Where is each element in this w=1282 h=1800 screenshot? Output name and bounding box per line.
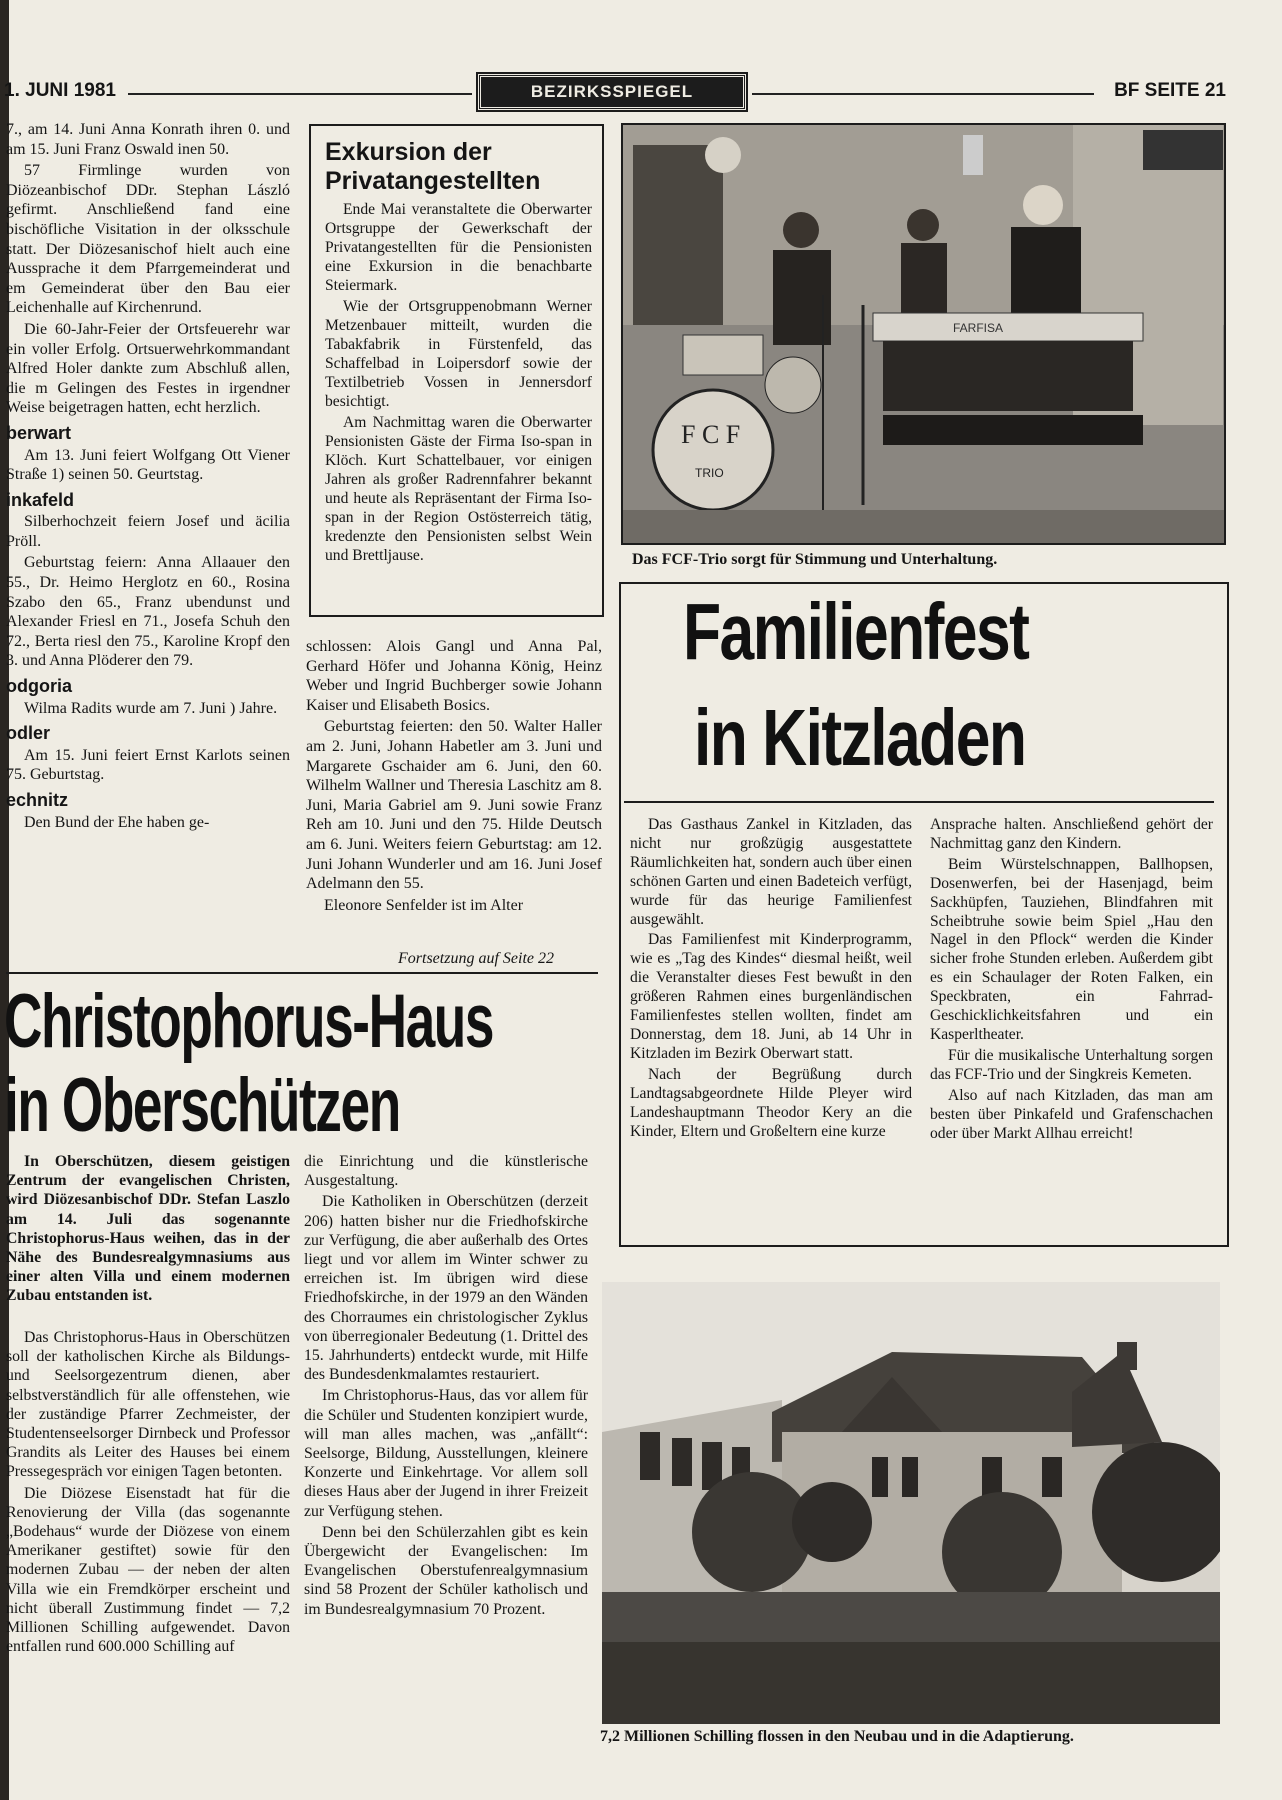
- place-heading: odgoria: [6, 676, 72, 697]
- page-number: BF SEITE 21: [1114, 80, 1226, 101]
- local-news-column: [6, 120, 290, 834]
- header-rule-right: [752, 93, 1094, 95]
- christophorus-col-1b: [6, 1328, 290, 1658]
- christophorus-headline-2: in Oberschützen: [4, 1063, 400, 1148]
- keyboard-brand-top: FARFISA: [953, 321, 1004, 335]
- building-photo-caption: 7,2 Millionen Schilling flossen in den Neubau und in die Adaptierung.: [600, 1728, 1074, 1745]
- paragraph: Denn bei den Schülerzahlen gibt es kein Übergewicht der Evangelischen: Im Evangelischen Oberstufenrealgymnasium sind 58 Prozent der Schüler katholisch und im Bundesrealgymnasium 70 Prozent.: [304, 1523, 588, 1618]
- building-photo: [602, 1282, 1220, 1724]
- excursion-text: [325, 200, 592, 565]
- issue-date: 1. JUNI 1981: [4, 80, 116, 101]
- paragraph: Am 13. Juni feiert Wolfgang Ott Viener Straße 1) seinen 50. Geurtstag.: [6, 446, 290, 484]
- place-heading: inkafeld: [6, 489, 75, 510]
- paragraph: Die Diözese Eisenstadt hat für die Renovierung der Villa (das sogenannte „Bodehaus“ wurde der Diözese von einem Amerikaner gestiftet) sowie für den modernen Zubau — der neben der alten Villa wie ein Fremdkörper erscheint und nicht überall Zustimmung findet — 7,2 Millionen Schilling aufgewendet. Davon entfallen rund 600.000 Schilling auf: [6, 1484, 290, 1656]
- paragraph: Nach der Begrüßung durch Landtagsabgeordnete Hilde Pleyer wird Landeshauptmann Theodor Kery an die Kinder, Eltern und Großeltern eine kurze: [630, 1065, 912, 1140]
- christophorus-col-1: [6, 1152, 290, 1308]
- band-photo-illustration: [623, 125, 1226, 545]
- place-heading: berwart: [6, 422, 72, 443]
- paragraph: Geburtstag feiern: Anna Allaauer den 55., Dr. Heimo Herglotz en 60., Rosina Szabo den 65., Franz ubendunst und Alexander Friesl en 71., Josefa Schuh den 72., Berta riesl den 75., Karoline Kropf den 3. und Anna Plöderer den 79.: [6, 554, 290, 670]
- building-photo-illustration: [602, 1282, 1220, 1724]
- paragraph: 7., am 14. Juni Anna Konrath ihren 0. und am 15. Juni Franz Oswald inen 50.: [6, 121, 290, 158]
- header-rule-left: [128, 93, 472, 95]
- lead-paragraph: In Oberschützen, diesem geistigen Zentrum der evangelischen Christen, wird Diözesanbischof DDr. Stefan Laszlo am 14. Juli das sogenannte Christophorus-Haus weihen, das in der Nähe des Bundesrealgymnasiums aus einer alten Villa und einem modernen Zubau entstanden ist.: [6, 1153, 290, 1305]
- paragraph: Für die musikalische Unterhaltung sorgen das FCF-Trio und der Singkreis Kemeten.: [930, 1046, 1213, 1083]
- paragraph: Ansprache halten. Anschließend gehört der Nachmittag ganz den Kindern.: [930, 816, 1213, 852]
- excursion-box: [309, 124, 604, 617]
- continued-note: Fortsetzung auf Seite 22: [398, 950, 554, 967]
- familienfest-headline: Familienfest: [683, 587, 1029, 676]
- paragraph: Die Katholiken in Oberschützen (derzeit 206) hatten bisher nur die Friedhofskirche zur Verfügung, die aber außerhalb des Ortes liegt und vor allem im Winter schwer zu erreichen ist. Im übrigen wird diese Friedhofskirche, in der 1979 an den Wänden des Chorraumes ein christologischer Zyklus von überregionaler Bedeutung (1. Drittel des 15. Jahrhunderts) entdeckt wurde, mit Hilfe des Bundesdenkmalamtes restauriert.: [304, 1193, 588, 1384]
- paragraph: Wie der Ortsgruppenobmann Werner Metzenbauer mitteilt, wurden die Tabakfabrik in Fürstenfeld, das Schaffelbad in Loipersdorf sowie der Textilbetrieb Vossen in Jennersdorf besichtigt.: [325, 298, 592, 410]
- familienfest-col-2: [930, 816, 1213, 1145]
- drum-logo-sub: TRIO: [695, 466, 724, 480]
- paragraph: Das Gasthaus Zankel in Kitzladen, das nicht nur großzügig ausgestattete Räumlichkeiten hat, sondern auch über einen schönen Garten und einen Badeteich verfügt, wurde für das heurige Familienfest ausgewählt.: [630, 816, 912, 928]
- paragraph: Ende Mai veranstaltete die Oberwarter Ortsgruppe der Gewerkschaft der Privatangestellten für die Pensionisten eine Exkursion in die benachbarte Steiermark.: [325, 201, 592, 294]
- familienfest-headline-2: in Kitzladen: [694, 693, 1026, 782]
- section-title: BEZIRKSSPIEGEL: [478, 74, 746, 110]
- paragraph: Im Christophorus-Haus, das vor allem für die Schüler und Studenten konzipiert wurde, will man alles machen, was „anfällt“: Seelsorge, Bildung, Ausstellungen, kleinere Konzerte und Einkehrtage. Vor allem soll dieses Haus aber der Jugend in ihrer Freizeit zur Verfügung stehen.: [304, 1387, 588, 1520]
- band-photo-caption: Das FCF-Trio sorgt für Stimmung und Unterhaltung.: [632, 551, 998, 568]
- paragraph: Am 15. Juni feiert Ernst Karlots seinen 75. Geburtstag.: [6, 746, 290, 784]
- paragraph: 57 Firmlinge wurden von Diözeanbischof DDr. Stephan László gefirmt. Anschließend fand eine bischöfliche Visitation in der olksschule statt. Der Diözesanischof hielt auch eine Aussprache it dem Pfarrgemeinderat und em Gemeinderat über den Bau eier Leichenhalle auf Kirchenrund.: [6, 162, 290, 317]
- christophorus-col-2: [304, 1152, 588, 1621]
- familienfest-col-1: [630, 816, 912, 1143]
- paragraph: Das Christophorus-Haus in Oberschützen soll der katholischen Kirche als Bildungs- und Seelsorgezentrum dienen, aber selbstverständlich für alle offenstehen, wie der zuständige Pfarrer Zechmeister, der Studentenseelsorger Dirnbeck und Professor Grandits als Leiter des Hauses bei einem Pressegespräch vor einigen Tagen betonten.: [6, 1329, 290, 1481]
- paragraph: Die 60-Jahr-Feier der Ortsfeuerehr war ein voller Erfolg. Ortsuerwehrkommandant Alfred Holer dankte zum Abschluß allen, die m Gelingen des Festes in irgendner Weise beigetragen hatten, echt herzlich.: [6, 320, 290, 417]
- drum-logo: F C F: [681, 420, 741, 449]
- paragraph: Eleonore Senfelder ist im Alter: [324, 896, 524, 914]
- excursion-title: Exkursion der Privatangestellten: [325, 138, 541, 195]
- middle-column: [306, 637, 602, 917]
- place-heading: echnitz: [6, 790, 69, 810]
- paragraph: Am Nachmittag waren die Oberwarter Pensionisten Gäste der Firma Iso-span in Klöch. Kurt Schattelbauer, vor einigen Jahren als großer Radrennfahrer bekannt und heute als Repräsentant der Firma Iso-span in der Region Ostösterreich tätig, kredenzte den Pensionisten selbst Wein und Brettljause.: [325, 414, 592, 564]
- band-photo: [621, 123, 1226, 545]
- headline-rule: [624, 801, 1214, 803]
- paragraph: Beim Würstelschnappen, Ballhopsen, Dosenwerfen, bei der Hasenjagd, beim Sackhüpfen, Tauziehen, Blindfahren mit Scheibtruhe sowie beim Spiel „Hau den Nagel in den Pflock“ werden die Kinder sicher frohe Stunden erleben. Außerdem gibt es ein Schaulager der Roten Falken, ein Speckbraten, ein Fahrrad-Geschicklichkeitsfahren und ein Kasperltheater.: [930, 855, 1213, 1043]
- paragraph: Geburtstag feierten: den 50. Walter Haller am 2. Juni, Johann Habetler am 3. Juni und Margarete Gschaider am 6. Juni, den 60. Wilhelm Wallner und Theresia Laschitz am 8. Juni, Maria Gabriel am 9. Juni sowie Franz Reh am 10. Juni und den 75. Hilde Deutsch am 6. Juni. Weiters feiern Geburtstag: am 12. Juni Johann Wunderler und am 16. Juni Josef Adelmann den 55.: [306, 718, 602, 893]
- paragraph: Silberhochzeit feiern Josef und äcilia Pröll.: [6, 513, 290, 550]
- paragraph: Den Bund der Ehe haben ge-: [24, 813, 210, 831]
- paragraph: die Einrichtung und die künstlerische Ausgestaltung.: [304, 1153, 588, 1190]
- paragraph: Wilma Radits wurde am 7. Juni ) Jahre.: [24, 699, 278, 717]
- paragraph: Also auf nach Kitzladen, das man am besten über Pinkafeld und Grafenschachen oder über Markt Allhau erreicht!: [930, 1086, 1213, 1142]
- christophorus-headline: Christophorus-Haus: [4, 979, 494, 1064]
- paragraph: schlossen: Alois Gangl und Anna Pal, Gerhard Höfer und Johanna König, Heinz Weber und Ingrid Buchberger sowie Johann Kaiser und Elisabeth Bosics.: [306, 638, 602, 714]
- place-heading: odler: [6, 723, 51, 744]
- article-rule: [6, 972, 598, 974]
- paragraph: Das Familienfest mit Kinderprogramm, wie es „Tag des Kindes“ diesmal heißt, weil die Veranstalter dieses Fest bewußt in den größeren Rahmen eines burgenländischen Familienfestes stellen wollten, findet am Donnerstag, dem 18. Juni, ab 14 Uhr in Kitzladen im Bezirk Oberwart statt.: [630, 931, 912, 1062]
